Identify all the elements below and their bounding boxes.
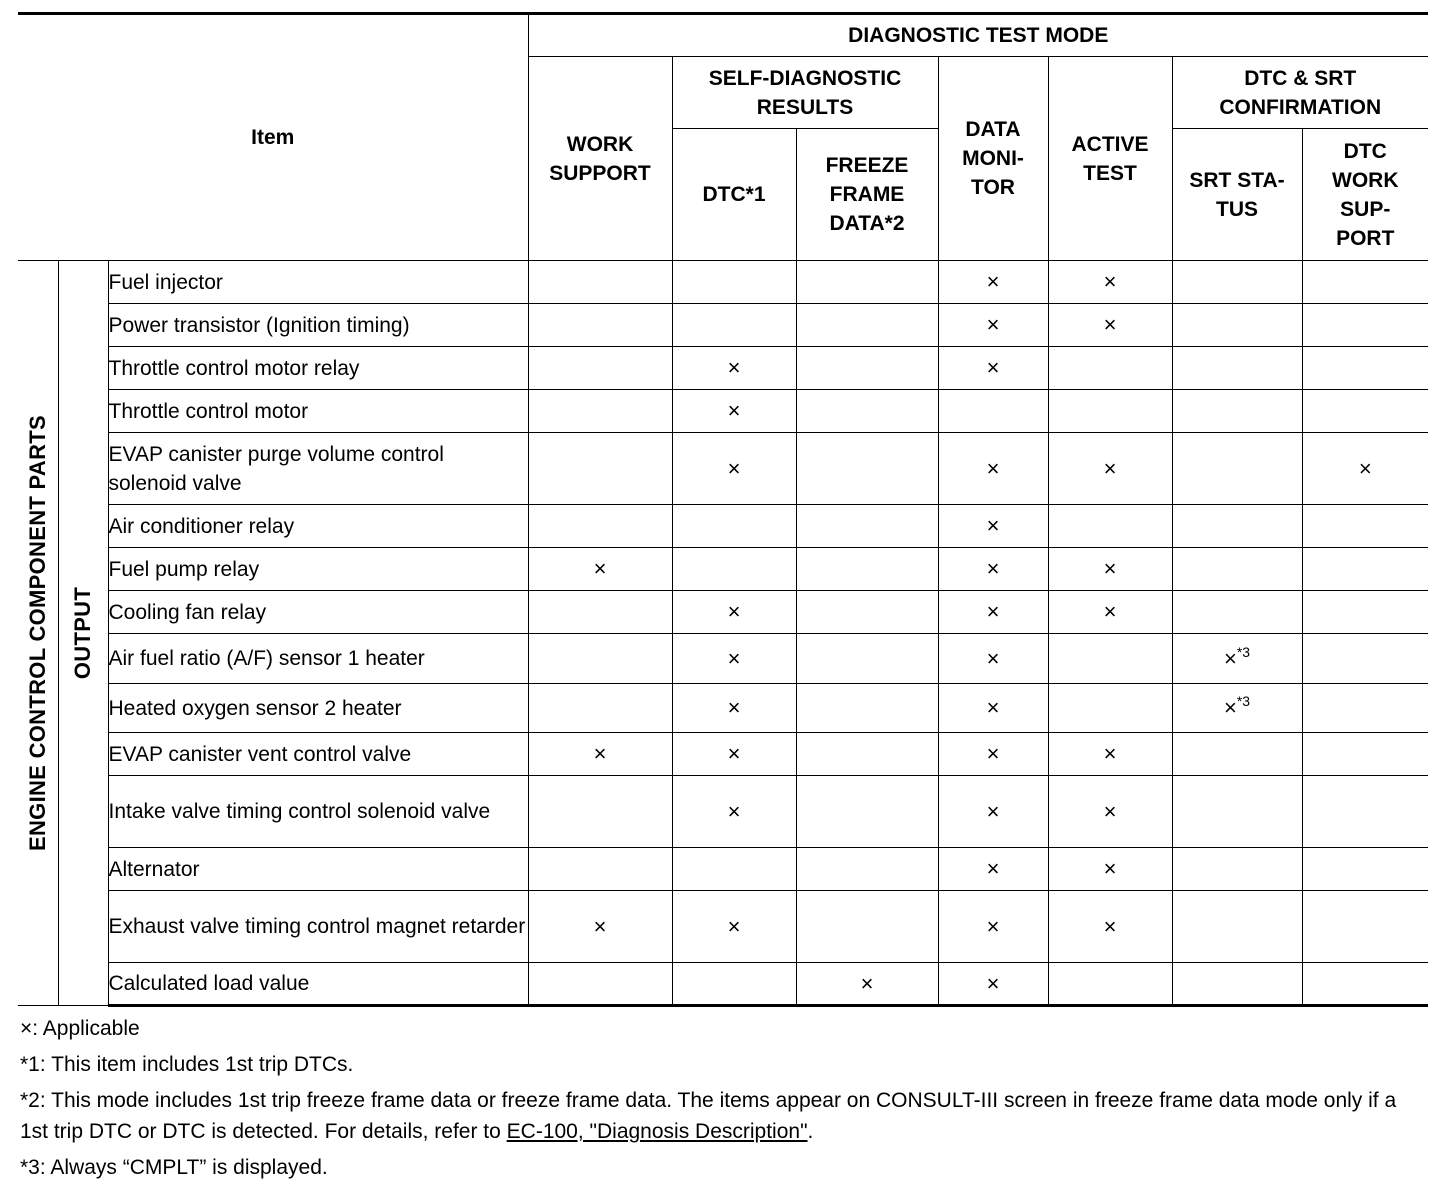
applicable-mark: × <box>727 398 741 423</box>
footnote-applicable: ×: Applicable <box>20 1017 140 1040</box>
applicable-mark: × <box>986 455 1000 481</box>
applicable-mark: × <box>1223 645 1237 671</box>
applicability-cell <box>796 634 938 684</box>
applicability-cell <box>938 776 1048 848</box>
applicable-mark: × <box>593 556 607 581</box>
applicable-mark: × <box>727 599 741 624</box>
srt-status-header: SRT STA-TUS <box>1172 129 1302 261</box>
applicability-cell <box>1048 848 1172 891</box>
applicability-cell <box>528 684 672 733</box>
applicability-cell <box>1048 261 1172 304</box>
applicable-mark: × <box>986 970 1000 996</box>
table-row <box>18 261 1428 304</box>
applicability-cell <box>1302 505 1428 548</box>
applicability-cell <box>1172 634 1302 684</box>
applicability-cell <box>528 733 672 776</box>
applicability-cell <box>938 304 1048 347</box>
subgroup-label: OUTPUT <box>70 586 95 680</box>
footnote-2 <box>20 1085 1428 1147</box>
table-row <box>18 634 1428 684</box>
applicability-cell <box>1048 304 1172 347</box>
item-header: Item <box>18 14 528 261</box>
applicability-cell <box>528 963 672 1006</box>
table-row <box>18 548 1428 591</box>
table-row <box>18 776 1428 848</box>
table-body <box>18 261 1428 1006</box>
applicability-cell <box>796 433 938 505</box>
diagnosis-description-link[interactable]: EC-100, "Diagnosis Description" <box>506 1120 808 1143</box>
work-support-header: WORK SUPPORT <box>528 57 672 261</box>
item-name: Exhaust valve timing control magnet retarder <box>108 891 528 963</box>
applicability-cell <box>672 684 796 733</box>
item-name: Fuel pump relay <box>108 548 528 591</box>
applicability-cell <box>796 733 938 776</box>
applicability-cell <box>528 591 672 634</box>
footnote-ref: *3 <box>1236 693 1251 709</box>
table-row <box>18 891 1428 963</box>
applicability-cell <box>796 848 938 891</box>
applicability-cell <box>1048 591 1172 634</box>
applicability-cell <box>1172 963 1302 1006</box>
applicable-mark: × <box>1103 312 1117 337</box>
applicability-cell <box>528 505 672 548</box>
footnote-2-text: *2: This mode includes 1st trip freeze frame data or freeze frame data. The items appear on CONSULT-III screen in freeze frame data mode only if a 1st trip DTC or DTC is detected. For details, refer to <box>20 1089 1397 1143</box>
applicability-cell <box>1302 591 1428 634</box>
applicability-cell <box>1302 304 1428 347</box>
applicability-cell <box>528 848 672 891</box>
applicability-cell <box>938 261 1048 304</box>
table-row <box>18 684 1428 733</box>
footnote-1: *1: This item includes 1st trip DTCs. <box>20 1053 354 1076</box>
applicability-cell <box>528 390 672 433</box>
footnote-ref: *3 <box>1236 643 1251 660</box>
applicable-mark: × <box>986 269 1000 294</box>
applicable-mark: × <box>1103 269 1117 294</box>
applicable-mark: × <box>1358 455 1372 481</box>
applicability-cell <box>528 891 672 963</box>
applicability-cell <box>796 684 938 733</box>
table-row <box>18 848 1428 891</box>
applicability-cell <box>528 347 672 390</box>
applicability-cell <box>1172 733 1302 776</box>
applicability-cell <box>938 891 1048 963</box>
item-name: Calculated load value <box>108 963 528 1006</box>
applicable-mark: × <box>1103 913 1117 939</box>
table-row <box>18 347 1428 390</box>
applicability-cell <box>1302 634 1428 684</box>
item-name: Air fuel ratio (A/F) sensor 1 heater <box>108 634 528 684</box>
applicability-cell <box>1172 347 1302 390</box>
applicability-cell <box>1302 390 1428 433</box>
diagnostic-test-mode-header: DIAGNOSTIC TEST MODE <box>528 14 1428 57</box>
applicability-cell <box>1048 776 1172 848</box>
applicability-cell <box>1172 433 1302 505</box>
applicability-cell <box>938 684 1048 733</box>
applicability-cell <box>1048 433 1172 505</box>
dtc-work-support-header: DTC WORK SUP-PORT <box>1302 129 1428 261</box>
item-name: EVAP canister purge volume control solenoid valve <box>108 433 528 505</box>
applicability-cell <box>796 891 938 963</box>
applicability-cell <box>796 591 938 634</box>
applicable-mark: × <box>1103 599 1117 624</box>
applicability-cell <box>1172 684 1302 733</box>
applicability-cell <box>528 548 672 591</box>
applicability-cell <box>796 304 938 347</box>
applicable-mark: × <box>986 312 1000 337</box>
applicability-cell <box>1172 848 1302 891</box>
applicability-cell <box>796 548 938 591</box>
applicability-cell <box>1048 634 1172 684</box>
applicability-cell <box>1172 591 1302 634</box>
applicability-cell <box>672 261 796 304</box>
footnotes <box>18 1013 1428 1183</box>
applicability-cell <box>1302 963 1428 1006</box>
applicable-mark: × <box>986 798 1000 824</box>
table-row <box>18 963 1428 1006</box>
active-test-header: ACTIVE TEST <box>1048 57 1172 261</box>
applicability-cell <box>938 347 1048 390</box>
applicable-mark: × <box>986 355 1000 380</box>
applicability-cell <box>672 891 796 963</box>
applicability-cell <box>672 848 796 891</box>
applicable-mark: × <box>986 741 1000 766</box>
item-name: Cooling fan relay <box>108 591 528 634</box>
footnote-3: *3: Always “CMPLT” is displayed. <box>20 1156 328 1179</box>
item-name: Throttle control motor relay <box>108 347 528 390</box>
applicable-mark: × <box>986 695 1000 720</box>
applicability-cell <box>1048 963 1172 1006</box>
item-name: Alternator <box>108 848 528 891</box>
applicability-cell <box>1302 684 1428 733</box>
table-row <box>18 591 1428 634</box>
data-monitor-header: DATA MONI-TOR <box>938 57 1048 261</box>
dtc-srt-confirmation-header: DTC & SRT CONFIRMATION <box>1172 57 1428 129</box>
applicability-cell <box>672 634 796 684</box>
applicable-mark: × <box>727 695 741 720</box>
applicability-cell <box>1048 390 1172 433</box>
applicability-cell <box>796 347 938 390</box>
table-row <box>18 505 1428 548</box>
applicability-cell <box>1048 347 1172 390</box>
applicability-cell <box>672 347 796 390</box>
applicable-mark: × <box>727 798 741 824</box>
self-diagnostic-results-header: SELF-DIAGNOSTIC RESULTS <box>672 57 938 129</box>
applicability-cell <box>528 433 672 505</box>
applicable-mark: × <box>986 556 1000 581</box>
applicability-cell <box>1172 304 1302 347</box>
applicability-cell <box>1048 684 1172 733</box>
applicable-mark: × <box>1103 455 1117 481</box>
applicability-cell <box>938 591 1048 634</box>
applicability-cell <box>938 963 1048 1006</box>
applicable-mark: × <box>1103 741 1117 766</box>
applicable-mark: × <box>727 645 741 671</box>
applicable-mark: × <box>593 741 607 766</box>
applicability-cell <box>1302 347 1428 390</box>
applicability-cell <box>1172 261 1302 304</box>
applicability-cell <box>796 963 938 1006</box>
applicable-mark: × <box>1103 798 1117 824</box>
applicability-cell <box>796 261 938 304</box>
applicability-cell <box>672 963 796 1006</box>
applicability-cell <box>796 390 938 433</box>
applicability-cell <box>1048 505 1172 548</box>
diagnostic-table-container <box>18 12 1428 1188</box>
footnote-2-end: . <box>807 1120 814 1143</box>
applicability-cell <box>1302 733 1428 776</box>
item-name: EVAP canister vent control valve <box>108 733 528 776</box>
applicability-cell <box>938 548 1048 591</box>
applicability-cell <box>1302 891 1428 963</box>
subgroup-label-cell <box>58 261 108 1006</box>
applicability-cell <box>938 634 1048 684</box>
diagnostic-test-mode-table <box>18 12 1428 1007</box>
applicability-cell <box>1302 548 1428 591</box>
applicable-mark: × <box>986 856 1000 881</box>
applicability-cell <box>796 505 938 548</box>
applicable-mark: × <box>593 913 607 939</box>
applicable-mark: × <box>986 599 1000 624</box>
table-row <box>18 733 1428 776</box>
item-name: Throttle control motor <box>108 390 528 433</box>
applicability-cell <box>938 505 1048 548</box>
applicability-cell <box>1172 390 1302 433</box>
group-label: ENGINE CONTROL COMPONENT PARTS <box>24 415 50 851</box>
applicability-cell <box>672 548 796 591</box>
applicability-cell <box>1172 776 1302 848</box>
applicable-mark: × <box>1223 695 1237 720</box>
item-name: Heated oxygen sensor 2 heater <box>108 684 528 733</box>
table-row <box>18 390 1428 433</box>
applicability-cell <box>1048 733 1172 776</box>
applicability-cell <box>1172 891 1302 963</box>
applicability-cell <box>938 390 1048 433</box>
table-row <box>18 433 1428 505</box>
applicability-cell <box>672 304 796 347</box>
table-row <box>18 304 1428 347</box>
applicability-cell <box>938 848 1048 891</box>
applicability-cell <box>672 390 796 433</box>
item-name: Intake valve timing control solenoid valve <box>108 776 528 848</box>
applicability-cell <box>528 261 672 304</box>
applicable-mark: × <box>727 455 741 481</box>
applicable-mark: × <box>1103 856 1117 881</box>
applicability-cell <box>672 591 796 634</box>
applicability-cell <box>1302 261 1428 304</box>
applicability-cell <box>672 433 796 505</box>
applicability-cell <box>1302 776 1428 848</box>
applicable-mark: × <box>986 913 1000 939</box>
applicability-cell <box>672 733 796 776</box>
applicability-cell <box>528 776 672 848</box>
applicable-mark: × <box>986 645 1000 671</box>
applicability-cell <box>1048 548 1172 591</box>
dtc-header: DTC*1 <box>672 129 796 261</box>
applicability-cell <box>1172 505 1302 548</box>
applicability-cell <box>672 776 796 848</box>
applicable-mark: × <box>727 913 741 939</box>
applicable-mark: × <box>860 970 874 996</box>
applicability-cell <box>1048 891 1172 963</box>
applicable-mark: × <box>727 355 741 380</box>
item-name: Fuel injector <box>108 261 528 304</box>
applicability-cell <box>1172 548 1302 591</box>
applicability-cell <box>1302 433 1428 505</box>
freeze-frame-data-header: FREEZE FRAME DATA*2 <box>796 129 938 261</box>
applicability-cell <box>938 433 1048 505</box>
applicable-mark: × <box>727 741 741 766</box>
group-label-cell <box>18 261 58 1006</box>
applicable-mark: × <box>1103 556 1117 581</box>
applicability-cell <box>528 304 672 347</box>
applicable-mark: × <box>986 513 1000 538</box>
item-name: Power transistor (Ignition timing) <box>108 304 528 347</box>
applicability-cell <box>528 634 672 684</box>
applicability-cell <box>796 776 938 848</box>
applicability-cell <box>672 505 796 548</box>
applicability-cell <box>1302 848 1428 891</box>
applicability-cell <box>938 733 1048 776</box>
item-name: Air conditioner relay <box>108 505 528 548</box>
